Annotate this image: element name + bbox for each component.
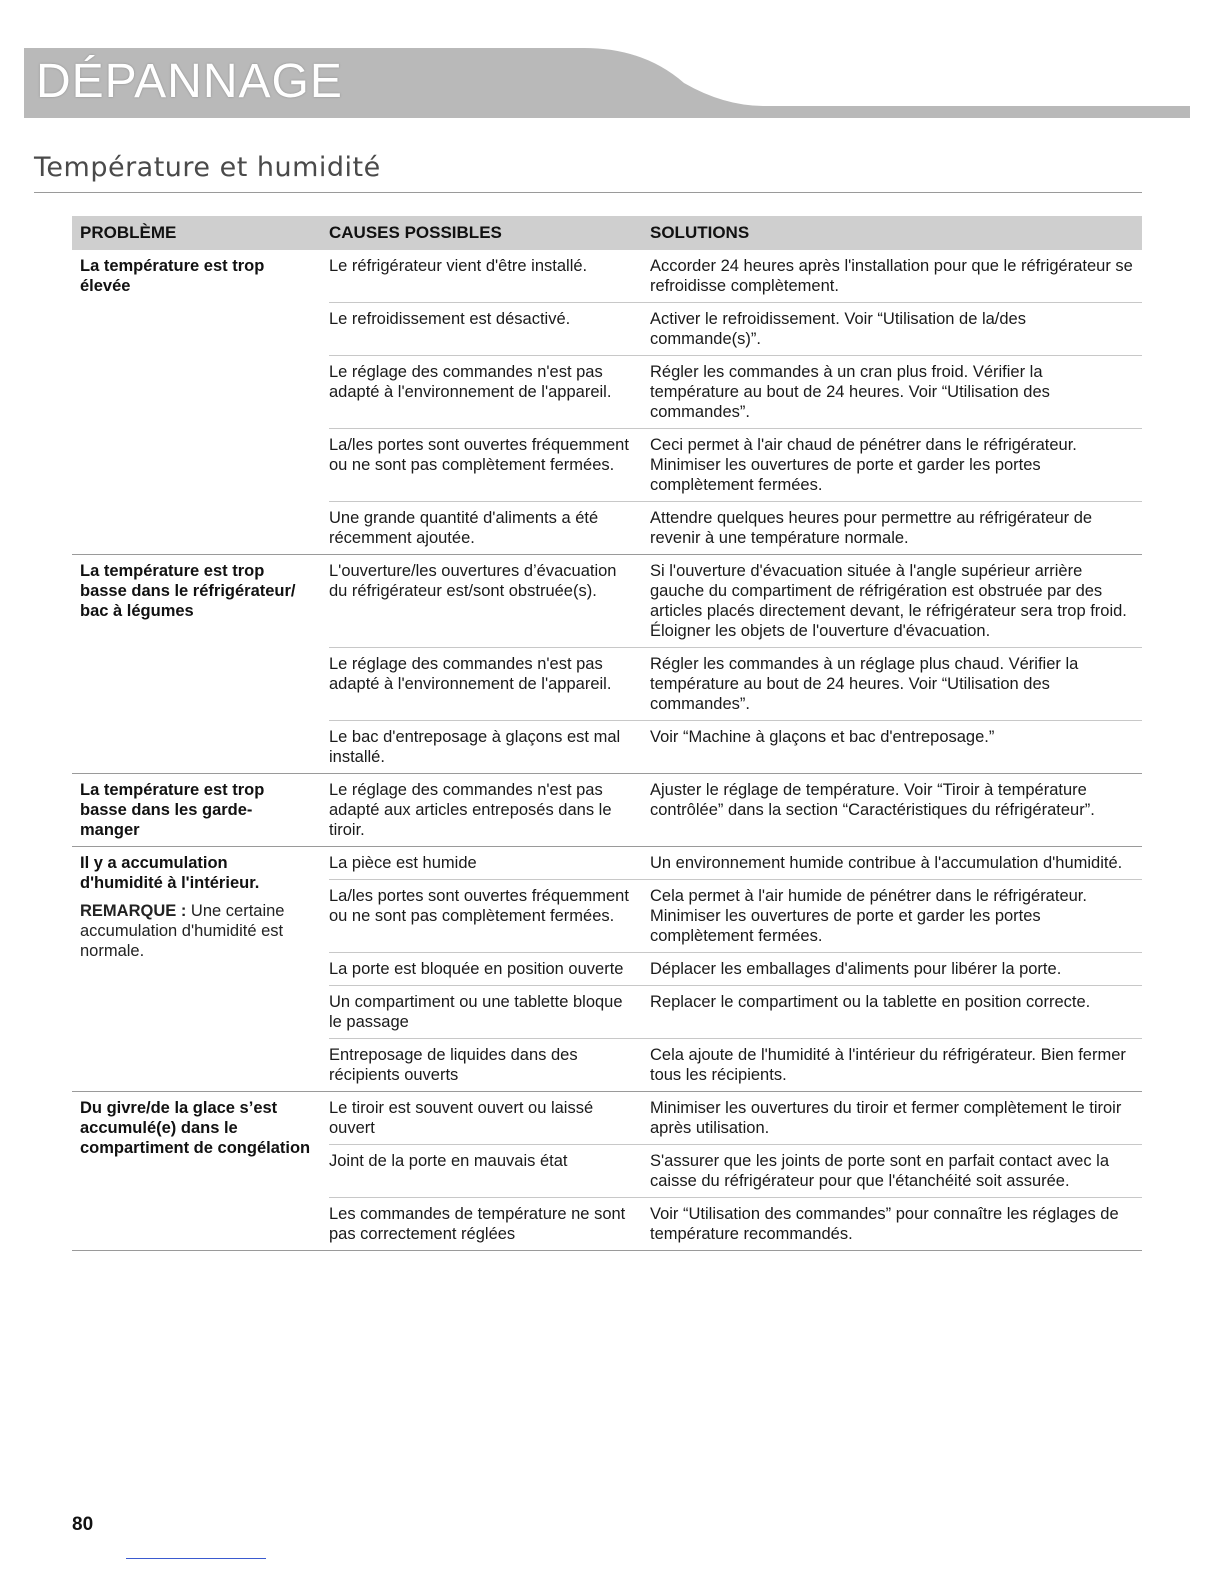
solution-cell: S'assurer que les joints de porte sont en parfait contact avec la caisse du réfrigérateur pour que l'étanchéité soit assurée. xyxy=(650,1152,1109,1190)
problem-group xyxy=(72,1092,1142,1251)
problem-title: Du givre/de la glace s’est accumulé(e) dans le compartiment de congélation xyxy=(80,1099,311,1157)
problem-note xyxy=(80,901,311,961)
footer-line xyxy=(126,1558,266,1559)
cause-cell: Le refroidissement est désactivé. xyxy=(329,310,571,328)
column-header-problem: PROBLÈME xyxy=(80,223,177,242)
solution-cell: Attendre quelques heures pour permettre au réfrigérateur de revenir à une température normale. xyxy=(650,509,1093,547)
cause-cell: Le réglage des commandes n'est pas adapté à l'environnement de l'appareil. xyxy=(329,363,612,401)
cause-solution-list xyxy=(329,250,1142,554)
solution-cell: Cela permet à l'air humide de pénétrer dans le réfrigérateur. Minimiser les ouvertures de porte et garder les portes complètement fermées. xyxy=(650,887,1087,945)
solution-cell: Activer le refroidissement. Voir “Utilisation de la/des commande(s)”. xyxy=(650,310,1026,348)
table-row xyxy=(329,303,1142,356)
solution-cell: Déplacer les emballages d'aliments pour libérer la porte. xyxy=(650,960,1062,978)
table-row xyxy=(329,502,1142,554)
problem-group xyxy=(72,555,1142,774)
problem-cell xyxy=(72,1092,329,1250)
table-row xyxy=(329,880,1142,953)
solution-cell: Voir “Utilisation des commandes” pour connaître les réglages de température recommandés. xyxy=(650,1205,1119,1243)
table-row xyxy=(329,356,1142,429)
table-row xyxy=(329,429,1142,502)
table-row xyxy=(329,250,1142,303)
cause-cell: Le réfrigérateur vient d'être installé. xyxy=(329,257,588,275)
cause-solution-list xyxy=(329,847,1142,1091)
section-divider xyxy=(34,192,1142,193)
note-label: REMARQUE : xyxy=(80,902,187,920)
cause-cell: La/les portes sont ouvertes fréquemment ou ne sont pas complètement fermées. xyxy=(329,887,629,925)
cause-solution-list xyxy=(329,555,1142,773)
solution-cell: Ceci permet à l'air chaud de pénétrer dans le réfrigérateur. Minimiser les ouvertures de porte et garder les portes complètement fermées. xyxy=(650,436,1077,494)
solution-cell: Régler les commandes à un cran plus froid. Vérifier la température au bout de 24 heures. Voir “Utilisation des commandes”. xyxy=(650,363,1050,421)
table-row xyxy=(329,555,1142,648)
problem-title: Il y a accumulation d'humidité à l'intérieur. xyxy=(80,854,260,892)
cause-cell: Un compartiment ou une tablette bloque le passage xyxy=(329,993,623,1031)
solution-cell: Voir “Machine à glaçons et bac d'entreposage.” xyxy=(650,728,995,746)
column-header-solutions: SOLUTIONS xyxy=(650,223,750,242)
cause-cell: La/les portes sont ouvertes fréquemment ou ne sont pas complètement fermées. xyxy=(329,436,629,474)
solution-cell: Cela ajoute de l'humidité à l'intérieur du réfrigérateur. Bien fermer tous les récipients. xyxy=(650,1046,1126,1084)
cause-cell: Joint de la porte en mauvais état xyxy=(329,1152,568,1170)
solution-cell: Un environnement humide contribue à l'accumulation d'humidité. xyxy=(650,854,1123,872)
problem-title: La température est trop basse dans les garde-manger xyxy=(80,781,265,839)
table-row xyxy=(329,1039,1142,1091)
note-text: Une certaine accumulation d'humidité est normale. xyxy=(80,902,285,960)
cause-solution-list xyxy=(329,1092,1142,1250)
problem-title: La température est trop basse dans le réfrigérateur/ bac à légumes xyxy=(80,562,296,620)
cause-cell: Le tiroir est souvent ouvert ou laissé ouvert xyxy=(329,1099,594,1137)
table-body xyxy=(72,250,1142,1251)
column-header-causes: CAUSES POSSIBLES xyxy=(329,223,502,242)
problem-cell xyxy=(72,774,329,846)
cause-cell: La porte est bloquée en position ouverte xyxy=(329,960,624,978)
problem-title: La température est trop élevée xyxy=(80,257,265,295)
table-row xyxy=(329,721,1142,773)
table-row xyxy=(329,953,1142,986)
cause-cell: La pièce est humide xyxy=(329,854,477,872)
table-header xyxy=(72,216,1142,250)
section-title: Température et humidité xyxy=(34,152,381,183)
cause-cell: L'ouverture/les ouvertures d’évacuation du réfrigérateur est/sont obstruée(s). xyxy=(329,562,617,600)
problem-group xyxy=(72,847,1142,1092)
problem-group xyxy=(72,774,1142,847)
cause-cell: Le bac d'entreposage à glaçons est mal installé. xyxy=(329,728,621,766)
solution-cell: Si l'ouverture d'évacuation située à l'angle supérieur arrière gauche du compartiment de réfrigération est obstruée par des articles placés directement devant, le réfrigérateur sera trop froid. Éloigner les objets de l'ouverture d'évacuation. xyxy=(650,562,1127,640)
solution-cell: Ajuster le réglage de température. Voir “Tiroir à température contrôlée” dans la section “Caractéristiques du réfrigérateur”. xyxy=(650,781,1095,819)
cause-cell: Les commandes de température ne sont pas correctement réglées xyxy=(329,1205,626,1243)
troubleshooting-table xyxy=(72,216,1142,1251)
table-row xyxy=(329,648,1142,721)
table-row xyxy=(329,774,1142,846)
problem-cell xyxy=(72,555,329,773)
table-row xyxy=(329,1092,1142,1145)
page-number: 80 xyxy=(72,1514,94,1535)
cause-cell: Une grande quantité d'aliments a été récemment ajoutée. xyxy=(329,509,599,547)
solution-cell: Accorder 24 heures après l'installation pour que le réfrigérateur se refroidisse complètement. xyxy=(650,257,1133,295)
cause-solution-list xyxy=(329,774,1142,846)
problem-group xyxy=(72,250,1142,555)
solution-cell: Régler les commandes à un réglage plus chaud. Vérifier la température au bout de 24 heures. Voir “Utilisation des commandes”. xyxy=(650,655,1079,713)
cause-cell: Entreposage de liquides dans des récipients ouverts xyxy=(329,1046,578,1084)
table-row xyxy=(329,986,1142,1039)
cause-cell: Le réglage des commandes n'est pas adapté aux articles entreposés dans le tiroir. xyxy=(329,781,612,839)
table-row xyxy=(329,847,1142,880)
problem-cell xyxy=(72,847,329,1091)
table-row xyxy=(329,1198,1142,1250)
banner-title: DÉPANNAGE xyxy=(36,55,343,108)
table-row xyxy=(329,1145,1142,1198)
solution-cell: Minimiser les ouvertures du tiroir et fermer complètement le tiroir après utilisation. xyxy=(650,1099,1122,1137)
problem-cell xyxy=(72,250,329,554)
page-banner xyxy=(24,48,1190,118)
cause-cell: Le réglage des commandes n'est pas adapté à l'environnement de l'appareil. xyxy=(329,655,612,693)
solution-cell: Replacer le compartiment ou la tablette en position correcte. xyxy=(650,993,1091,1011)
